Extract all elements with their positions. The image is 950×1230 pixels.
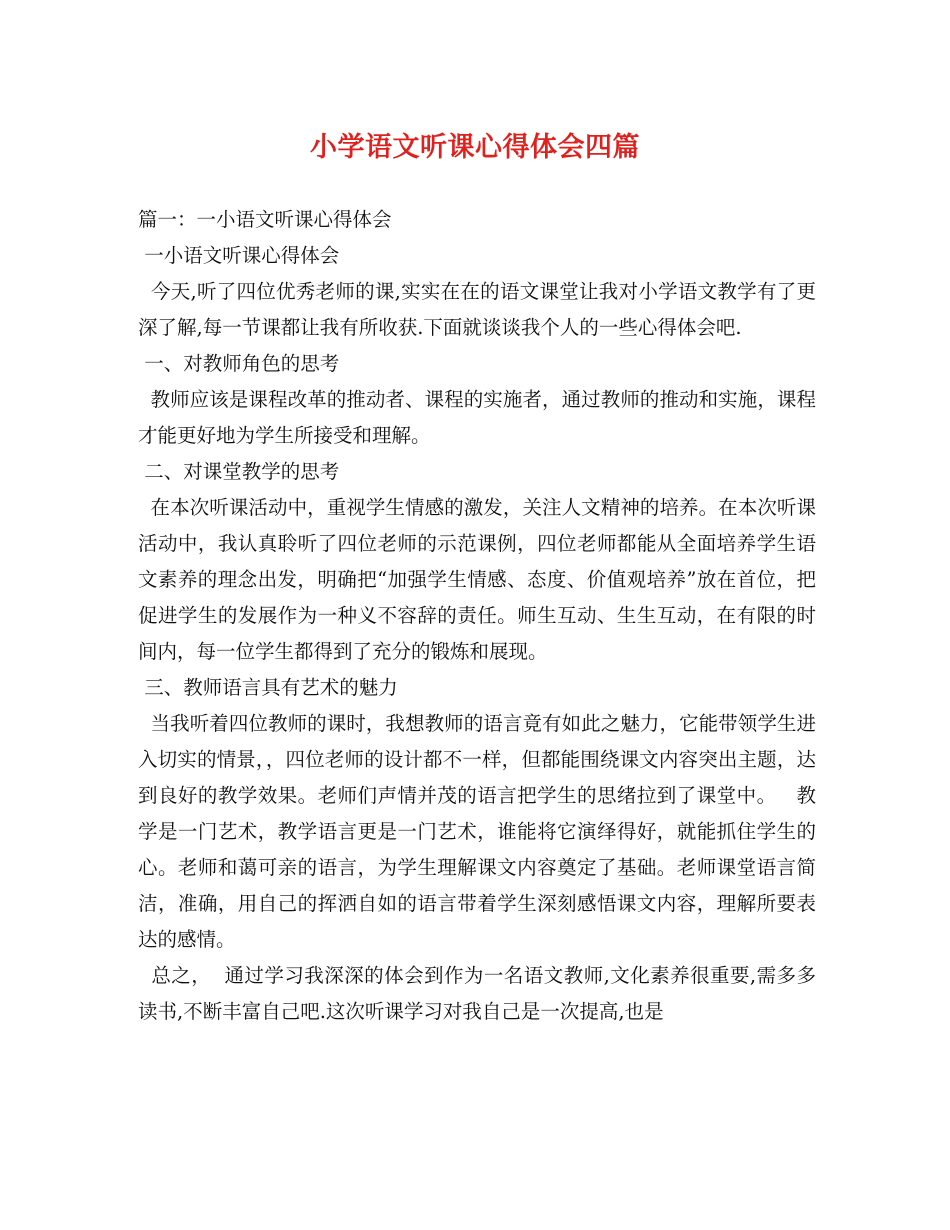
paragraph-intro: 今天,听了四位优秀老师的课,实实在在的语文课堂让我对小学语文教学有了更深了解,每一节课都让我有所收获.下面就谈谈我个人的一些心得体会吧. (138, 280, 816, 339)
paragraph-teacher-language: 当我听着四位教师的课时，我想教师的语言竟有如此之魅力，它能带领学生进入切实的情景，，四位老师的设计都不一样，但都能围绕课文内容突出主题，达到良好的教学效果。老师们声情并茂的语言把学生的思绪拉到了课堂中。 教学是一门艺术，教学语言更是一门艺术，谁能将它演绎得好，就能抓住学生的心。老师和蔼可亲的语言，为学生理解课文内容奠定了基础。老师课堂语言简洁，准确，用自己的挥洒自如的语言带着学生深刻感悟课文内容，理解所要表达的感情。 (138, 712, 816, 951)
heading-teacher-language: 三、教师语言具有艺术的魅力 (138, 676, 398, 699)
paragraph-classroom-teaching: 在本次听课活动中，重视学生情感的激发，关注人文精神的培养。在本次听课活动中，我认真聆听了四位老师的示范课例，四位老师都能从全面培养学生语文素养的理念出发，明确把“加强学生情感、态度、价值观培养”放在首位，把促进学生的发展作为一种义不容辞的责任。师生互动、生生互动，在有限的时间内，每一位学生都得到了充分的锻炼和展现。 (138, 496, 816, 663)
subtitle-line: 一小语文听课心得体会 (138, 244, 340, 267)
section-heading-1: 篇一：一小语文听课心得体会 (138, 208, 392, 231)
document-body (138, 202, 816, 1030)
paragraph-summary: 总之， 通过学习我深深的体会到作为一名语文教师,文化素养很重要,需多多读书,不断丰富自己吧.这次听课学习对我自己是一次提高,也是 (138, 964, 816, 1023)
paragraph-teacher-role: 教师应该是课程改革的推动者、课程的实施者，通过教师的推动和实施，课程才能更好地为学生所接受和理解。 (138, 388, 816, 447)
heading-classroom-teaching: 二、对课堂教学的思考 (138, 460, 340, 483)
document-title: 小学语文听课心得体会四篇 (310, 132, 640, 163)
heading-teacher-role: 一、对教师角色的思考 (138, 352, 340, 375)
